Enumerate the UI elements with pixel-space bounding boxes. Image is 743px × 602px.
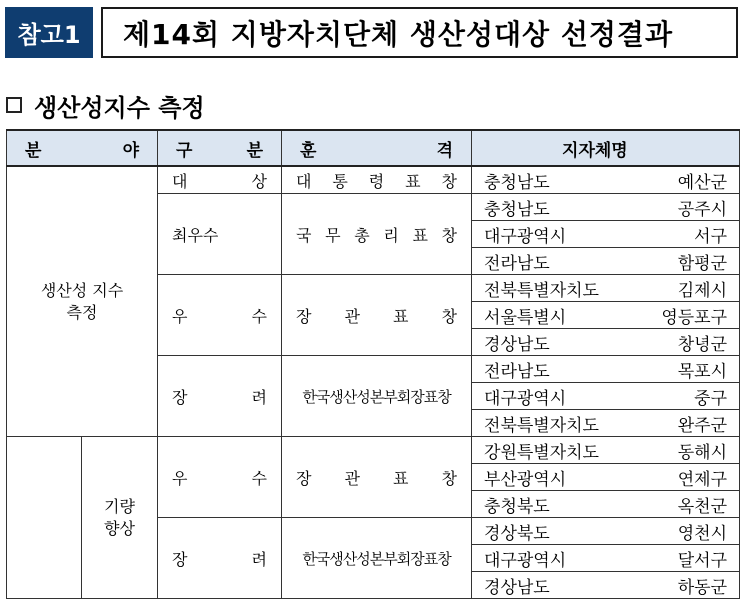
category-cell: 우 수 xyxy=(158,437,282,518)
category-cell: 장 려 xyxy=(158,518,282,599)
award-cell: 한국생산성본부회장표창 xyxy=(282,356,472,437)
award-cell: 대 통 령 표 창 xyxy=(282,166,472,194)
page-title: 제14회 지방자치단체 생산성대상 선정결과 xyxy=(101,7,738,58)
region-cell: 대구광역시 중구 xyxy=(472,383,740,410)
sub-field-line1: 기량 xyxy=(104,496,135,516)
checkbox-square-icon xyxy=(6,97,22,113)
region-cell: 충청남도 공주시 xyxy=(472,194,740,221)
category-cell: 장 려 xyxy=(158,356,282,437)
section-heading xyxy=(6,88,205,122)
field-cell-continued xyxy=(7,437,82,599)
sub-field-line2: 향상 xyxy=(104,518,135,538)
sub-field-cell xyxy=(82,437,158,599)
field-cell xyxy=(7,166,158,437)
region-cell: 경상남도 창녕군 xyxy=(472,329,740,356)
region-cell: 충청북도 옥천군 xyxy=(472,491,740,518)
category-cell: 우 수 xyxy=(158,275,282,356)
region-cell: 강원특별자치도 동해시 xyxy=(472,437,740,464)
section-title: 생산성지수 측정 xyxy=(34,93,205,122)
region-cell: 부산광역시 연제구 xyxy=(472,464,740,491)
header-category: 구 분 xyxy=(158,130,282,166)
table-row xyxy=(7,166,740,194)
category-cell: 최우수 xyxy=(158,194,282,275)
award-cell: 장 관 표 창 xyxy=(282,437,472,518)
table-row xyxy=(7,437,740,464)
region-cell: 충청남도 예산군 xyxy=(472,166,740,194)
title-bar xyxy=(5,7,738,58)
region-cell: 전라남도 목포시 xyxy=(472,356,740,383)
region-cell: 대구광역시 서구 xyxy=(472,221,740,248)
header-field: 분 야 xyxy=(7,130,158,166)
region-cell: 전북특별자치도 김제시 xyxy=(472,275,740,302)
category-cell: 대 상 xyxy=(158,166,282,194)
award-cell: 한국생산성본부회장표창 xyxy=(282,518,472,599)
region-cell: 경상북도 영천시 xyxy=(472,518,740,545)
region-cell: 경상남도 하동군 xyxy=(472,572,740,599)
header-region: 지자체명 xyxy=(472,130,740,166)
field-label-line1: 생산성 지수 xyxy=(40,280,124,300)
region-cell: 전북특별자치도 완주군 xyxy=(472,410,740,437)
results-table xyxy=(6,129,740,599)
region-cell: 서울특별시 영등포구 xyxy=(472,302,740,329)
award-cell: 국 무 총 리 표 창 xyxy=(282,194,472,275)
table-header-row xyxy=(7,130,740,166)
region-cell: 전라남도 함평군 xyxy=(472,248,740,275)
header-award: 훈 격 xyxy=(282,130,472,166)
award-cell: 장 관 표 창 xyxy=(282,275,472,356)
reference-badge: 참고1 xyxy=(5,7,93,58)
region-cell: 대구광역시 달서구 xyxy=(472,545,740,572)
field-label-line2: 측정 xyxy=(66,302,98,322)
